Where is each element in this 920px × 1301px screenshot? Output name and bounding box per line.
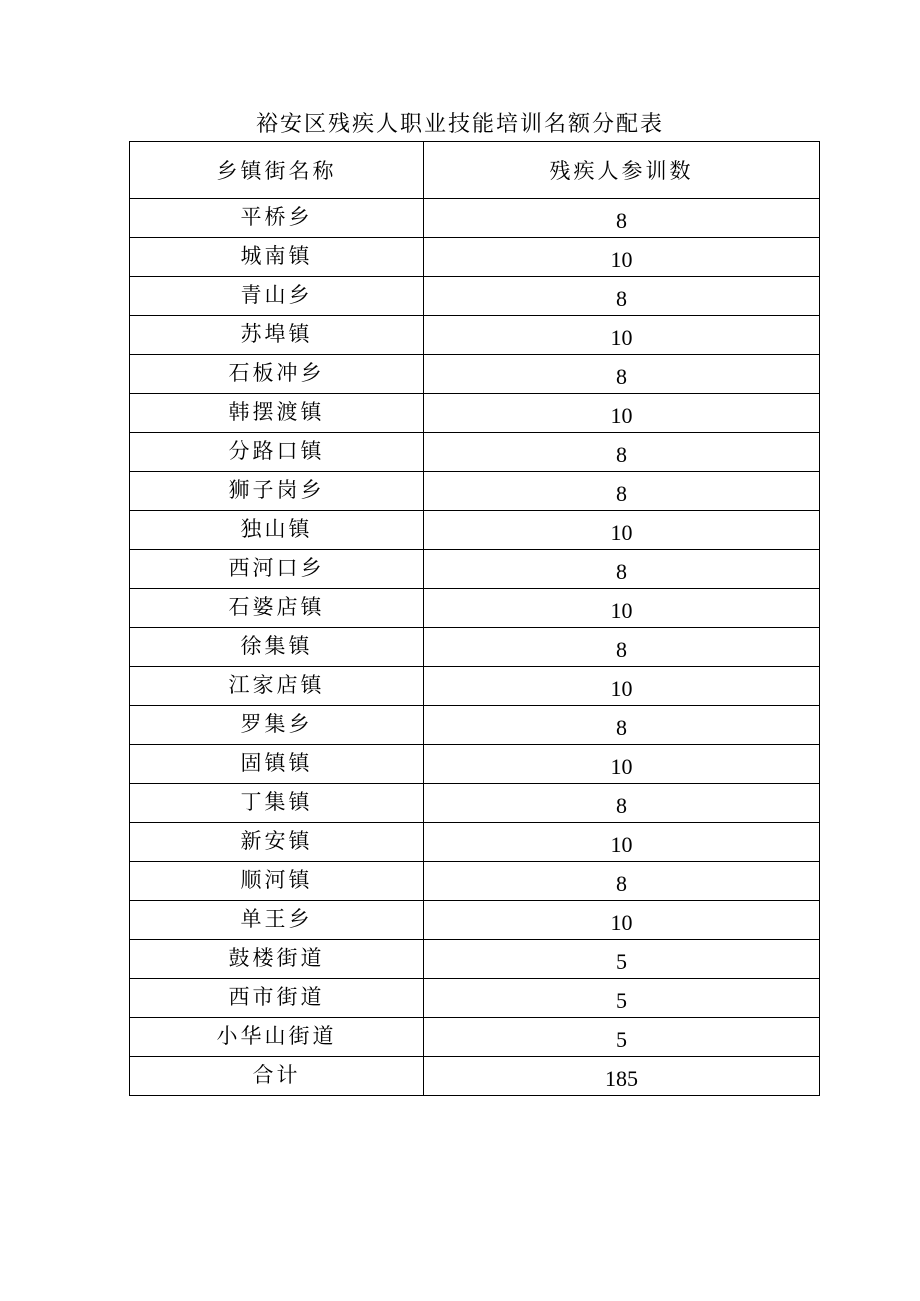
table-total-row	[130, 1057, 820, 1096]
page-title: 裕安区残疾人职业技能培训名额分配表	[255, 112, 664, 137]
participant-count: 8	[616, 871, 627, 896]
town-name: 西河口乡	[228, 556, 325, 580]
town-name: 固镇镇	[240, 751, 313, 775]
table-row	[130, 550, 820, 589]
town-name: 狮子岗乡	[228, 478, 325, 502]
participant-count-cell	[424, 394, 820, 433]
town-name: 鼓楼街道	[228, 946, 325, 970]
participant-count-cell	[424, 511, 820, 550]
participant-count: 10	[610, 325, 633, 350]
town-name: 罗集乡	[240, 712, 313, 736]
town-name-cell	[130, 394, 424, 433]
participant-count-cell	[424, 472, 820, 511]
participant-count: 10	[610, 520, 633, 545]
participant-count-cell	[424, 238, 820, 277]
header-participant-count: 残疾人参训数	[424, 142, 820, 199]
town-name: 丁集镇	[240, 790, 313, 814]
table-row	[130, 472, 820, 511]
table-header-row	[130, 142, 820, 199]
table-row	[130, 316, 820, 355]
participant-count: 10	[610, 910, 633, 935]
participant-count: 8	[616, 481, 627, 506]
participant-count-cell	[424, 628, 820, 667]
table-row	[130, 199, 820, 238]
town-name: 单王乡	[240, 907, 313, 931]
table-row	[130, 745, 820, 784]
town-name-cell	[130, 628, 424, 667]
participant-count-cell	[424, 277, 820, 316]
participant-count: 8	[616, 208, 627, 233]
table-row	[130, 667, 820, 706]
participant-count: 8	[616, 637, 627, 662]
town-name: 石婆店镇	[228, 595, 325, 619]
town-name-cell	[130, 706, 424, 745]
town-name: 新安镇	[240, 829, 313, 853]
town-name-cell	[130, 1018, 424, 1057]
town-name-cell	[130, 589, 424, 628]
participant-count: 10	[610, 247, 633, 272]
participant-count-cell	[424, 706, 820, 745]
participant-count: 8	[616, 715, 627, 740]
participant-count: 10	[610, 832, 633, 857]
town-name-cell	[130, 823, 424, 862]
total-label-cell	[130, 1057, 424, 1096]
town-name-cell	[130, 979, 424, 1018]
participant-count: 10	[610, 676, 633, 701]
table-row	[130, 823, 820, 862]
participant-count-cell	[424, 979, 820, 1018]
participant-count: 8	[616, 559, 627, 584]
participant-count: 8	[616, 442, 627, 467]
table-row	[130, 1018, 820, 1057]
table-row	[130, 511, 820, 550]
town-name-cell	[130, 901, 424, 940]
participant-count: 10	[610, 403, 633, 428]
town-name-cell	[130, 940, 424, 979]
town-name: 城南镇	[240, 244, 313, 268]
town-name: 韩摆渡镇	[228, 400, 325, 424]
participant-count-cell	[424, 823, 820, 862]
town-name-cell	[130, 355, 424, 394]
table-row	[130, 589, 820, 628]
participant-count-cell	[424, 862, 820, 901]
quota-table	[129, 141, 820, 1096]
town-name: 徐集镇	[240, 634, 313, 658]
table-row	[130, 394, 820, 433]
town-name: 顺河镇	[240, 868, 313, 892]
table-row	[130, 238, 820, 277]
participant-count-cell	[424, 1018, 820, 1057]
total-count-cell	[424, 1057, 820, 1096]
participant-count-cell	[424, 589, 820, 628]
table-row	[130, 901, 820, 940]
total-label: 合计	[252, 1063, 301, 1087]
town-name-cell	[130, 472, 424, 511]
town-name-cell	[130, 511, 424, 550]
table-row	[130, 979, 820, 1018]
town-name: 西市街道	[228, 985, 325, 1009]
participant-count: 5	[616, 1027, 627, 1052]
town-name-cell	[130, 433, 424, 472]
participant-count: 10	[610, 598, 633, 623]
participant-count-cell	[424, 316, 820, 355]
participant-count-cell	[424, 550, 820, 589]
table-body	[130, 199, 820, 1057]
participant-count: 10	[610, 754, 633, 779]
participant-count: 5	[616, 988, 627, 1013]
participant-count: 5	[616, 949, 627, 974]
town-name-cell	[130, 667, 424, 706]
participant-count: 8	[616, 286, 627, 311]
participant-count-cell	[424, 940, 820, 979]
table-row	[130, 433, 820, 472]
town-name-cell	[130, 316, 424, 355]
town-name-cell	[130, 199, 424, 238]
town-name: 平桥乡	[240, 205, 313, 229]
town-name-cell	[130, 745, 424, 784]
town-name-cell	[130, 277, 424, 316]
town-name: 苏埠镇	[240, 322, 313, 346]
participant-count-cell	[424, 433, 820, 472]
table-row	[130, 628, 820, 667]
header-town-name: 乡镇街名称	[130, 142, 424, 199]
town-name-cell	[130, 550, 424, 589]
participant-count-cell	[424, 745, 820, 784]
participant-count-cell	[424, 784, 820, 823]
town-name: 青山乡	[240, 283, 313, 307]
table-row	[130, 862, 820, 901]
participant-count-cell	[424, 355, 820, 394]
participant-count-cell	[424, 901, 820, 940]
table-row	[130, 784, 820, 823]
town-name: 小华山街道	[216, 1024, 337, 1048]
table-row	[130, 706, 820, 745]
participant-count-cell	[424, 667, 820, 706]
participant-count-cell	[424, 199, 820, 238]
table-row	[130, 355, 820, 394]
table-row	[130, 277, 820, 316]
town-name: 石板冲乡	[228, 361, 325, 385]
town-name-cell	[130, 784, 424, 823]
participant-count: 8	[616, 364, 627, 389]
town-name: 江家店镇	[228, 673, 325, 697]
table-row	[130, 940, 820, 979]
town-name: 分路口镇	[228, 439, 325, 463]
participant-count: 8	[616, 793, 627, 818]
town-name-cell	[130, 238, 424, 277]
town-name-cell	[130, 862, 424, 901]
total-count: 185	[605, 1066, 638, 1091]
town-name: 独山镇	[240, 517, 313, 541]
